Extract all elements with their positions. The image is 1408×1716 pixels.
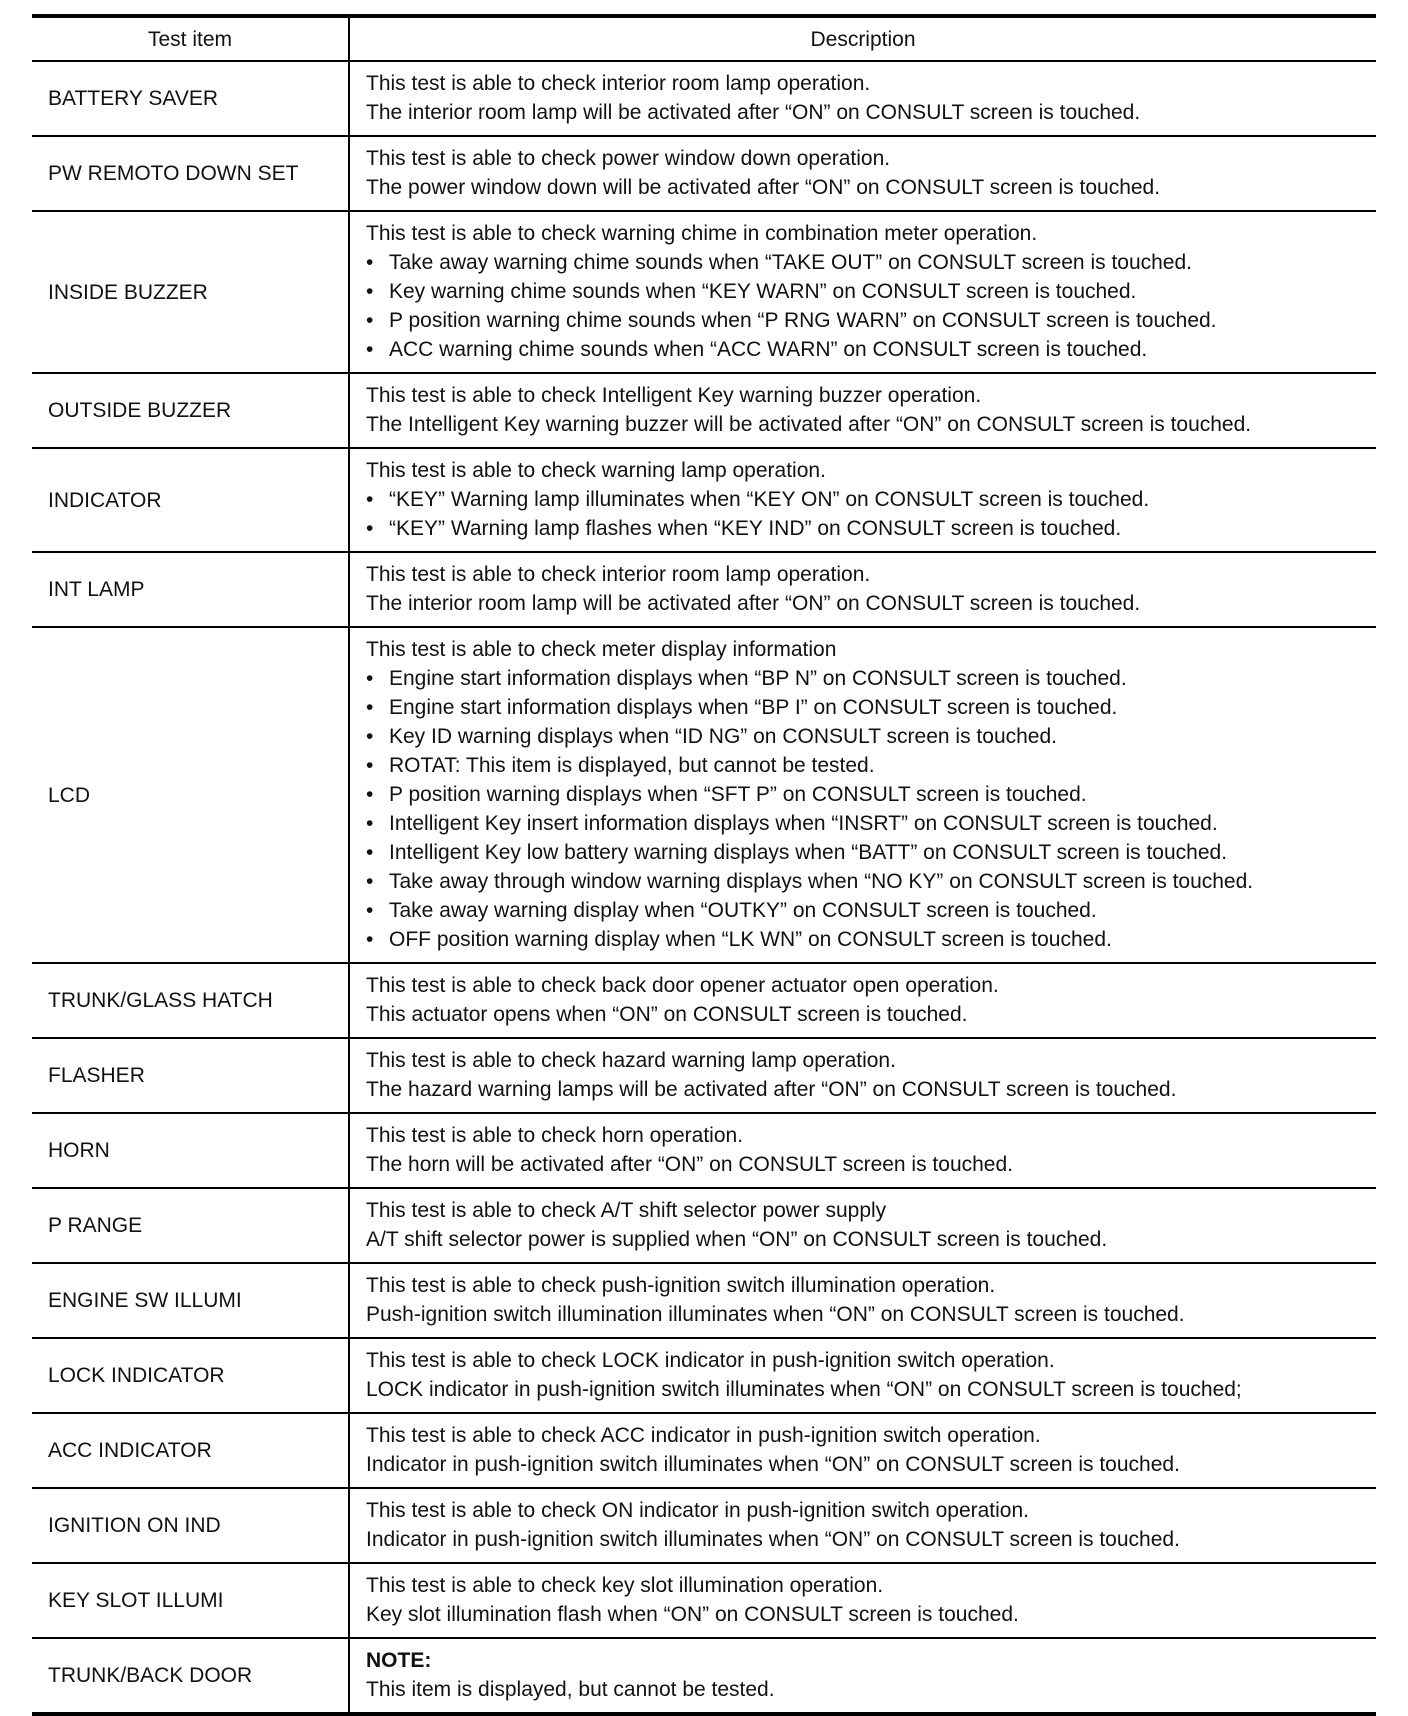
description-line: This test is able to check Intelligent Key warning buzzer operation.	[366, 384, 982, 407]
description-line: A/T shift selector power is supplied when “ON” on CONSULT screen is touched.	[366, 1228, 1108, 1251]
bullet-line	[366, 867, 1366, 896]
bullet-icon: •	[366, 338, 374, 361]
bullet-icon: •	[366, 870, 374, 893]
bullet-text: ROTAT: This item is displayed, but cannot be tested.	[389, 754, 875, 777]
table-row	[32, 1113, 1376, 1188]
test-item-cell: INDICATOR	[32, 448, 349, 552]
bullet-icon: •	[366, 251, 374, 274]
description-line: The hazard warning lamps will be activated after “ON” on CONSULT screen is touched.	[366, 1078, 1177, 1101]
bullet-line	[366, 896, 1366, 925]
description-line: This test is able to check push-ignition switch illumination operation.	[366, 1274, 996, 1297]
bullet-line	[366, 485, 1366, 514]
test-item-cell: P RANGE	[32, 1188, 349, 1263]
table-row	[32, 627, 1376, 963]
bullet-icon: •	[366, 488, 374, 511]
table-row	[32, 1638, 1376, 1714]
description-line: Indicator in push-ignition switch illuminates when “ON” on CONSULT screen is touched.	[366, 1453, 1180, 1476]
bullet-line	[366, 277, 1366, 306]
test-item-cell: BATTERY SAVER	[32, 61, 349, 136]
active-test-table	[32, 14, 1376, 1716]
test-item-cell: TRUNK/BACK DOOR	[32, 1638, 349, 1714]
description-line: This test is able to check back door opener actuator open operation.	[366, 974, 999, 997]
description-line: This test is able to check LOCK indicator in push-ignition switch operation.	[366, 1349, 1055, 1372]
bullet-text: P position warning displays when “SFT P” on CONSULT screen is touched.	[389, 783, 1087, 806]
bullet-icon: •	[366, 841, 374, 864]
bullet-line	[366, 664, 1366, 693]
test-item-cell: LOCK INDICATOR	[32, 1338, 349, 1413]
description-line: This test is able to check interior room lamp operation.	[366, 72, 871, 95]
table-row	[32, 1413, 1376, 1488]
description-cell	[349, 1638, 1376, 1714]
bullet-text: Intelligent Key low battery warning displays when “BATT” on CONSULT screen is touched.	[389, 841, 1228, 864]
table-row	[32, 211, 1376, 373]
bullet-text: Key ID warning displays when “ID NG” on CONSULT screen is touched.	[389, 725, 1057, 748]
description-line: The power window down will be activated after “ON” on CONSULT screen is touched.	[366, 176, 1161, 199]
description-line: This test is able to check horn operation.	[366, 1124, 744, 1147]
bullet-text: OFF position warning display when “LK WN” on CONSULT screen is touched.	[389, 928, 1112, 951]
table-row	[32, 1338, 1376, 1413]
test-item-cell: IGNITION ON IND	[32, 1488, 349, 1563]
bullet-icon: •	[366, 280, 374, 303]
bullet-line	[366, 335, 1366, 364]
description-line: Indicator in push-ignition switch illuminates when “ON” on CONSULT screen is touched.	[366, 1528, 1180, 1551]
description-cell	[349, 1338, 1376, 1413]
table-row	[32, 136, 1376, 211]
description-line: This actuator opens when “ON” on CONSULT screen is touched.	[366, 1003, 968, 1026]
description-line: This test is able to check power window down operation.	[366, 147, 891, 170]
table-row	[32, 373, 1376, 448]
description-cell	[349, 1263, 1376, 1338]
test-item-cell: TRUNK/GLASS HATCH	[32, 963, 349, 1038]
description-line: This test is able to check key slot illumination operation.	[366, 1574, 884, 1597]
description-line: This test is able to check A/T shift selector power supply	[366, 1199, 887, 1222]
table-row	[32, 1263, 1376, 1338]
description-line: The Intelligent Key warning buzzer will be activated after “ON” on CONSULT screen is touched.	[366, 413, 1252, 436]
bullet-icon: •	[366, 754, 374, 777]
note-label: NOTE:	[366, 1649, 432, 1672]
bullet-line	[366, 809, 1366, 838]
bullet-text: Engine start information displays when “BP I” on CONSULT screen is touched.	[389, 696, 1118, 719]
description-line: This test is able to check warning lamp operation.	[366, 459, 826, 482]
test-item-cell: PW REMOTO DOWN SET	[32, 136, 349, 211]
description-cell	[349, 627, 1376, 963]
description-line: This test is able to check interior room lamp operation.	[366, 563, 871, 586]
bullet-icon: •	[366, 928, 374, 951]
description-cell	[349, 552, 1376, 627]
bullet-text: “KEY” Warning lamp flashes when “KEY IND” on CONSULT screen is touched.	[389, 517, 1122, 540]
bullet-icon: •	[366, 783, 374, 806]
bullet-text: Take away warning display when “OUTKY” on CONSULT screen is touched.	[389, 899, 1097, 922]
description-cell	[349, 963, 1376, 1038]
description-line: This test is able to check ACC indicator in push-ignition switch operation.	[366, 1424, 1041, 1447]
description-line: This test is able to check hazard warning lamp operation.	[366, 1049, 896, 1072]
bullet-icon: •	[366, 696, 374, 719]
table-row	[32, 1563, 1376, 1638]
bullet-text: “KEY” Warning lamp illuminates when “KEY ON” on CONSULT screen is touched.	[389, 488, 1150, 511]
description-cell	[349, 1413, 1376, 1488]
bullet-line	[366, 780, 1366, 809]
bullet-icon: •	[366, 725, 374, 748]
description-line: LOCK indicator in push-ignition switch illuminates when “ON” on CONSULT screen is touched;	[366, 1378, 1242, 1401]
bullet-text: ACC warning chime sounds when “ACC WARN” on CONSULT screen is touched.	[389, 338, 1148, 361]
table-row	[32, 552, 1376, 627]
table-row	[32, 1038, 1376, 1113]
column-header-test-item: Test item	[32, 16, 349, 61]
description-cell	[349, 136, 1376, 211]
bullet-text: Take away warning chime sounds when “TAKE OUT” on CONSULT screen is touched.	[389, 251, 1193, 274]
description-line: The horn will be activated after “ON” on CONSULT screen is touched.	[366, 1153, 1014, 1176]
bullet-line	[366, 838, 1366, 867]
test-item-cell: INT LAMP	[32, 552, 349, 627]
description-cell	[349, 1563, 1376, 1638]
table-row	[32, 963, 1376, 1038]
bullet-icon: •	[366, 899, 374, 922]
description-cell	[349, 61, 1376, 136]
table-header-row	[32, 16, 1376, 61]
bullet-line	[366, 248, 1366, 277]
description-cell	[349, 373, 1376, 448]
bullet-line	[366, 925, 1366, 954]
description-cell	[349, 1038, 1376, 1113]
test-item-cell: ENGINE SW ILLUMI	[32, 1263, 349, 1338]
test-item-cell: HORN	[32, 1113, 349, 1188]
description-line: This test is able to check meter display information	[366, 638, 837, 661]
bullet-icon: •	[366, 812, 374, 835]
description-line: The interior room lamp will be activated after “ON” on CONSULT screen is touched.	[366, 592, 1141, 615]
description-cell	[349, 448, 1376, 552]
description-cell	[349, 1113, 1376, 1188]
bullet-line	[366, 514, 1366, 543]
bullet-text: P position warning chime sounds when “P RNG WARN” on CONSULT screen is touched.	[389, 309, 1217, 332]
description-line: This test is able to check warning chime in combination meter operation.	[366, 222, 1038, 245]
description-line: This test is able to check ON indicator in push-ignition switch operation.	[366, 1499, 1029, 1522]
test-item-cell: INSIDE BUZZER	[32, 211, 349, 373]
test-item-cell: FLASHER	[32, 1038, 349, 1113]
description-line: Push-ignition switch illumination illuminates when “ON” on CONSULT screen is touched.	[366, 1303, 1185, 1326]
description-cell	[349, 1488, 1376, 1563]
description-line: Key slot illumination flash when “ON” on CONSULT screen is touched.	[366, 1603, 1019, 1626]
description-cell	[349, 211, 1376, 373]
bullet-line	[366, 693, 1366, 722]
table-row	[32, 61, 1376, 136]
description-line: The interior room lamp will be activated after “ON” on CONSULT screen is touched.	[366, 101, 1141, 124]
bullet-icon: •	[366, 517, 374, 540]
bullet-line	[366, 306, 1366, 335]
test-item-cell: OUTSIDE BUZZER	[32, 373, 349, 448]
bullet-line	[366, 751, 1366, 780]
bullet-text: Engine start information displays when “BP N” on CONSULT screen is touched.	[389, 667, 1127, 690]
bullet-text: Key warning chime sounds when “KEY WARN” on CONSULT screen is touched.	[389, 280, 1137, 303]
table-row	[32, 1188, 1376, 1263]
table-row	[32, 1488, 1376, 1563]
column-header-description: Description	[349, 16, 1376, 61]
bullet-icon: •	[366, 667, 374, 690]
description-cell	[349, 1188, 1376, 1263]
description-line: This item is displayed, but cannot be tested.	[366, 1678, 775, 1701]
test-item-cell: KEY SLOT ILLUMI	[32, 1563, 349, 1638]
bullet-line	[366, 722, 1366, 751]
bullet-text: Intelligent Key insert information displays when “INSRT” on CONSULT screen is touched.	[389, 812, 1218, 835]
test-item-cell: ACC INDICATOR	[32, 1413, 349, 1488]
test-item-cell: LCD	[32, 627, 349, 963]
table-row	[32, 448, 1376, 552]
bullet-text: Take away through window warning displays when “NO KY” on CONSULT screen is touched.	[389, 870, 1254, 893]
bullet-icon: •	[366, 309, 374, 332]
